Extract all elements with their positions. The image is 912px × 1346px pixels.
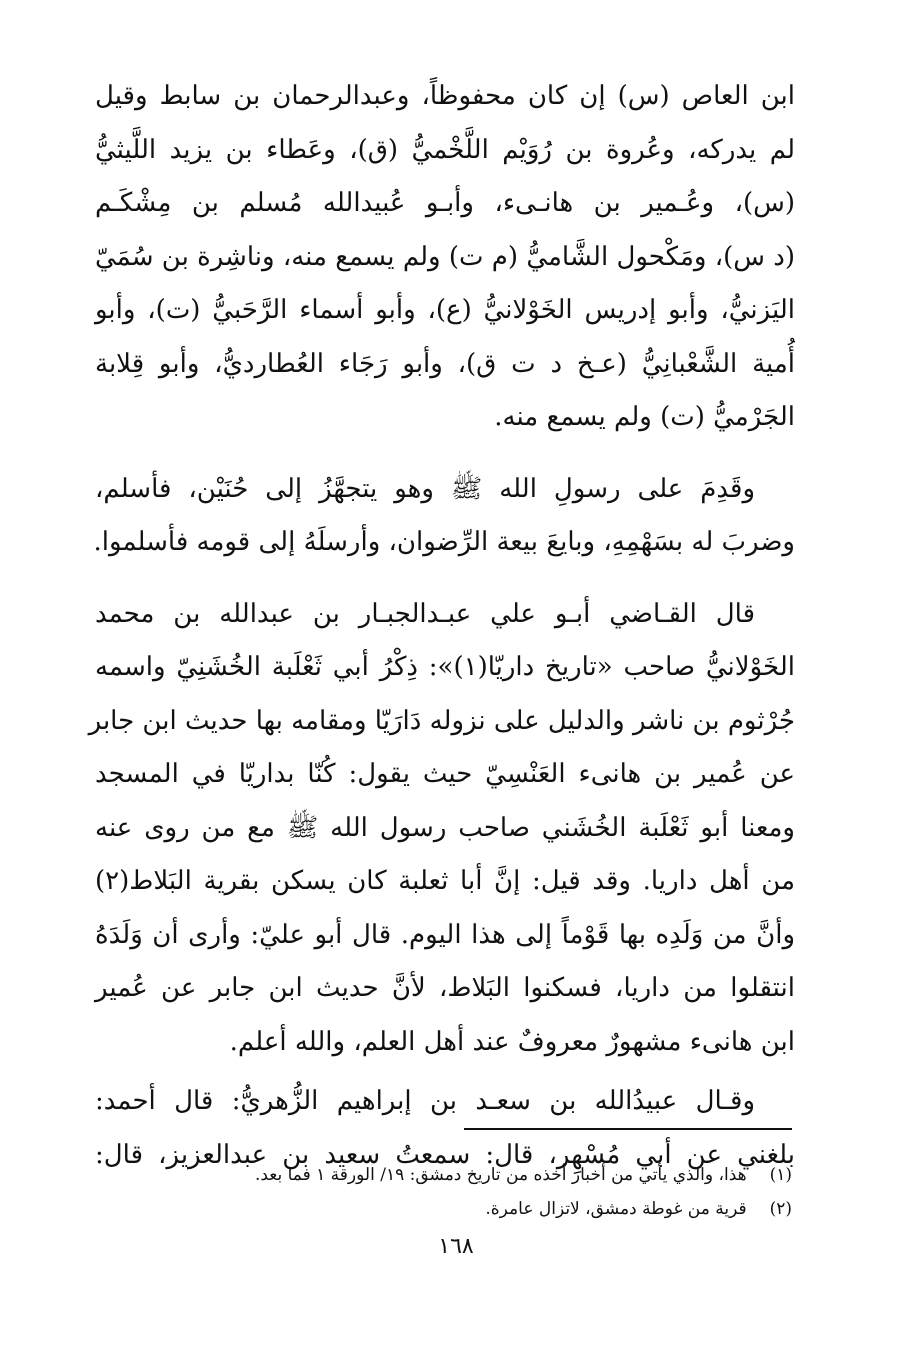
text-line: بلغني عن أبي مُسْهِر، قال: سمعتُ سعيد بن عبدالعزيز، قال: (95, 1139, 795, 1170)
paragraph-arrival (95, 463, 795, 570)
paragraph-spacer (95, 576, 795, 588)
text-line: (س)، وعُـمير بن هانـىء، وأبـو عُبيدالله مُسلم بن مِشْكَـم (95, 188, 795, 218)
text-line: وأنَّ من وَلَدِه بها قَوْماً إلى هذا اليوم. قال أبو عليّ: وأرى أن وَلَدَهُ (95, 919, 795, 950)
page-body (88, 70, 796, 1188)
text-line: الجَرْميُّ (ت) ولم يسمع منه. (494, 402, 795, 432)
text-line: ابن العاص (س) إن كان محفوظاً، وعبدالرحمان بن سابط وقيل (95, 81, 795, 111)
text-line: وقَدِمَ على رسولِ الله ﷺ وهو يتجهَّزُ إلى حُنَيْن، فأسلم، (95, 473, 755, 504)
footnote-marker: (١) (769, 1165, 792, 1185)
paragraph-narrators-list (95, 70, 795, 445)
text-line: اليَزنيُّ، وأبو إدريس الخَوْلانيُّ (ع)، وأبو أسماء الرَّحَبيُّ (ت)، وأبو (95, 295, 795, 325)
text-line: جُرْثوم بن ناشر والدليل على نزوله دَارَيّا ومقامه بها حديث ابن جابر (88, 705, 795, 736)
footnote-text: هذا، والذي يأتي من أخبار أخذه من تاريخ دمشق: ١٩/ الورقة ١ فما بعد. (254, 1165, 747, 1185)
text-line: من أهل داريا. وقد قيل: إنَّ أبا ثعلبة كان يسكن بقرية البَلاط(٢) (95, 866, 795, 896)
text-line: وقـال عبيدُالله بن سعـد بن إبراهيم الزُّهريُّ: قال أحمد: (95, 1086, 755, 1116)
text-line: ابن هانىء مشهورٌ معروفٌ عند أهل العلم، والله أعلم. (229, 1026, 795, 1057)
footnote-1 (120, 1158, 792, 1192)
footnote-text: قرية من غوطة دمشق، لاتزال عامرة. (485, 1199, 747, 1219)
footnote-2 (120, 1192, 792, 1226)
footnote-divider (464, 1128, 792, 1130)
text-line: أُمية الشَّعْبانِيُّ (عـخ د ت ق)، وأبو رَجَاء العُطارديُّ، وأبو قِلابة (95, 348, 796, 379)
footnote-marker: (٢) (769, 1199, 792, 1219)
paragraph-qadi-account (88, 588, 795, 1070)
paragraph-spacer (95, 451, 795, 463)
text-line: لم يدركه، وعُروة بن رُوَيْم اللَّخْميُّ (ق)، وعَطاء بن يزيد اللَّيثيُّ (95, 134, 795, 165)
text-line: الخَوْلانيُّ صاحب «تاريخ داريّا(١)»: ذِكْرُ أبي ثَعْلَبة الخُشَنِيّ واسمه (95, 652, 795, 682)
text-line: ومعنا أبو ثَعْلَبة الخُشَني صاحب رسول الله ﷺ مع من روى عنه (95, 812, 795, 843)
text-line: عن عُمير بن هانىء العَنْسِيّ حيث يقول: كُنّا بداريّا في المسجد (95, 759, 795, 789)
text-line: (د س)، ومَكْحول الشَّاميُّ (م ت) ولم يسمع منه، وناشِرة بن سُمَيّ (95, 241, 795, 272)
footnotes (120, 1158, 792, 1226)
text-line: وضربَ له بسَهْمِهِ، وبايعَ بيعة الرِّضوان، وأرسلَهُ إلى قومه فأسلموا. (93, 527, 795, 557)
page-number: ١٦٨ (438, 1234, 474, 1259)
text-line: قال القـاضي أبـو علي عبـدالجبـار بن عبدالله بن محمد (95, 598, 755, 629)
text-line: انتقلوا من داريا، فسكنوا البَلاط، لأنَّ حديث ابن جابر عن عُمير (95, 973, 795, 1003)
